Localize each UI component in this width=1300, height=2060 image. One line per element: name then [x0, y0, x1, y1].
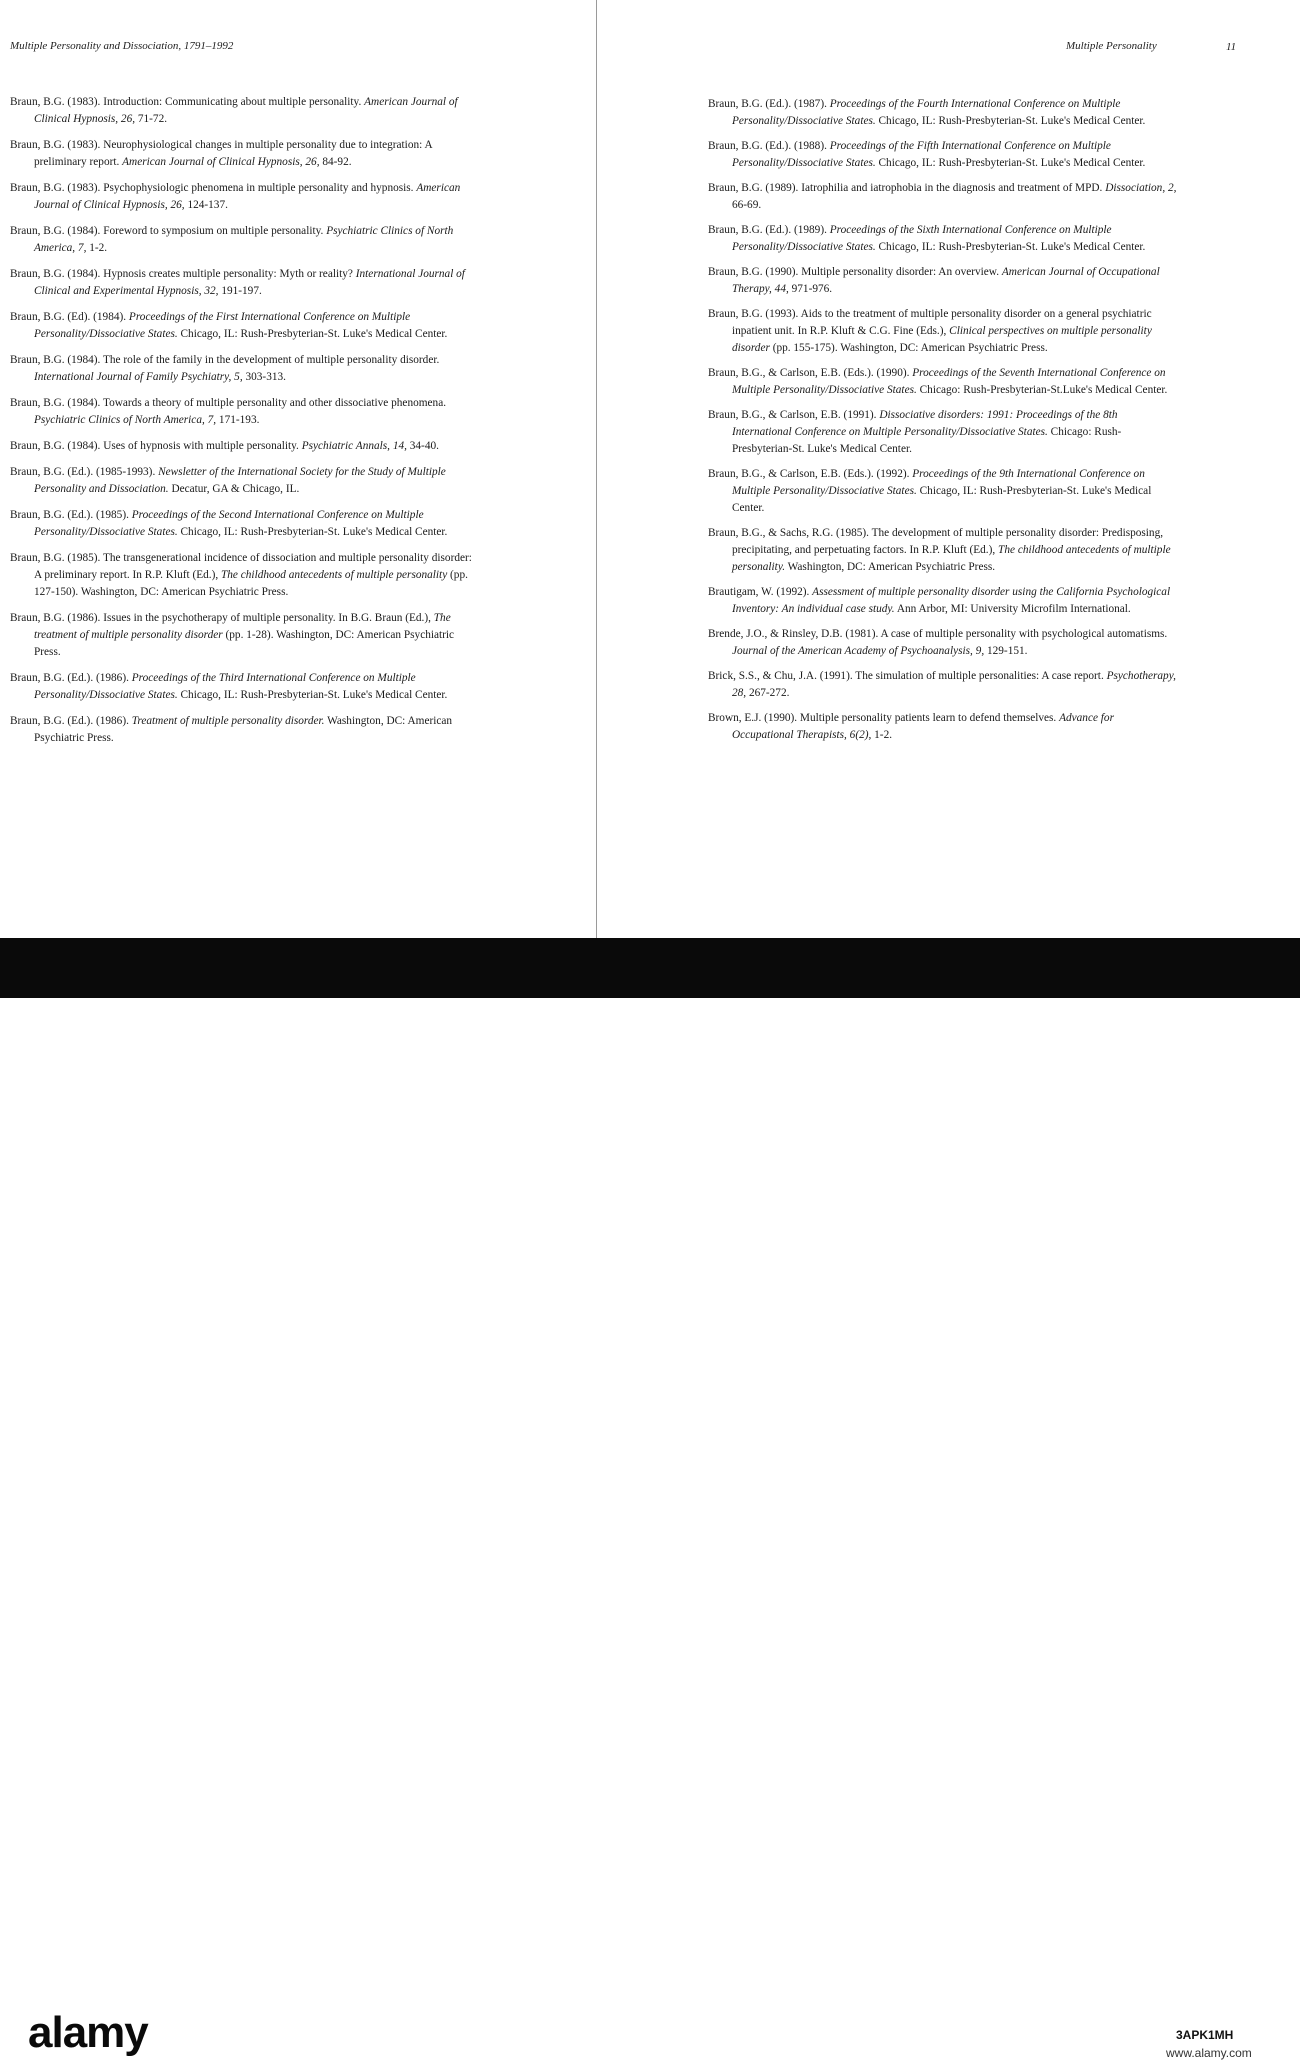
reference-entry: Braun, B.G. (Ed.). (1986). Treatment of multiple personality disorder. Washington, DC: American Psychiatric Press. — [10, 715, 453, 744]
reference-entry: Braun, B.G., & Carlson, E.B. (Eds.). (1992). Proceedings of the 9th International Conference on Multiple Personality/Dissociative States. Chicago, IL: Rush-Presbyterian-St. Luke's Medical Center. — [708, 468, 1152, 514]
reference-entry: Braun, B.G. (1983). Introduction: Communicating about multiple personality. American Journal of Clinical Hypnosis, 26, 71-72. — [10, 96, 458, 125]
reference-entry: Braun, B.G. (Ed.). (1987). Proceedings of the Fourth International Conference on Multiple Personality/Dissociative States. Chicago, IL: Rush-Presbyterian-St. Luke's Medical Center. — [708, 98, 1146, 127]
reference-entry: Braun, B.G. (Ed.). (1986). Proceedings of the Third International Conference on Multiple Personality/Dissociative States. Chicago, IL: Rush-Presbyterian-St. Luke's Medical Center. — [10, 672, 448, 701]
scan-border-band — [0, 938, 1300, 998]
reference-entry: Braun, B.G., & Carlson, E.B. (1991). Dissociative disorders: 1991: Proceedings of the 8th International Conference on Multiple Personality/Dissociative States. Chicago: Rush-Presbyterian-St. Luke's Medical Center. — [708, 409, 1122, 455]
reference-entry: Brick, S.S., & Chu, J.A. (1991). The simulation of multiple personalities: A case report. Psychotherapy, 28, 267-272. — [708, 670, 1176, 699]
reference-entry: Braun, B.G. (1984). The role of the family in the development of multiple personality disorder. International Journal of Family Psychiatry, 5, 303-313. — [10, 354, 440, 383]
reference-entry: Braun, B.G. (1984). Hypnosis creates multiple personality: Myth or reality? International Journal of Clinical and Experimental Hypnosis, 32, 191-197. — [10, 268, 465, 297]
reference-entry: Braun, B.G. (Ed.). (1985-1993). Newsletter of the International Society for the Study of Multiple Personality and Dissociation. Decatur, GA & Chicago, IL. — [10, 466, 446, 495]
reference-entry: Brende, J.O., & Rinsley, D.B. (1981). A case of multiple personality with psychological automatisms. Journal of the American Academy of Psychoanalysis, 9, 129-151. — [708, 628, 1168, 657]
reference-entry: Brown, E.J. (1990). Multiple personality patients learn to defend themselves. Advance for Occupational Therapists, 6(2), 1-2. — [708, 712, 1114, 741]
page-number: 11 — [1226, 41, 1237, 53]
reference-entry: Braun, B.G. (Ed.). (1989). Proceedings of the Sixth International Conference on Multiple Personality/Dissociative States. Chicago, IL: Rush-Presbyterian-St. Luke's Medical Center. — [708, 224, 1146, 253]
reference-entry: Braun, B.G. (Ed.). (1988). Proceedings of the Fifth International Conference on Multiple Personality/Dissociative States. Chicago, IL: Rush-Presbyterian-St. Luke's Medical Center. — [708, 140, 1146, 169]
reference-entry: Braun, B.G. (1984). Towards a theory of multiple personality and other dissociative phenomena. Psychiatric Clinics of North America, 7, 171-193. — [10, 397, 447, 426]
left-running-head: Multiple Personality and Dissociation, 1791–1992 — [10, 40, 234, 52]
reference-entry: Braun, B.G. (1986). Issues in the psychotherapy of multiple personality. In B.G. Braun (Ed.), The treatment of multiple personality disorder (pp. 1-28). Washington, DC: American Psychiatric Press. — [10, 612, 455, 658]
reference-entry: Braun, B.G. (1984). Foreword to symposium on multiple personality. Psychiatric Clinics of North America, 7, 1-2. — [10, 225, 454, 254]
reference-entry: Braun, B.G. (1990). Multiple personality disorder: An overview. American Journal of Occupational Therapy, 44, 971-976. — [708, 266, 1160, 295]
page-gutter — [596, 0, 597, 938]
reference-entry: Braun, B.G. (1993). Aids to the treatment of multiple personality disorder on a general psychiatric inpatient unit. In R.P. Kluft & C.G. Fine (Eds.), Clinical perspectives on multiple personality disorder (pp. 155-175). Washington, DC: American Psychiatric Press. — [708, 308, 1152, 354]
alamy-logo: alamy — [28, 2008, 148, 2057]
reference-entry: Brautigam, W. (1992). Assessment of multiple personality disorder using the California Psychological Inventory: An individual case study. Ann Arbor, MI: University Microfilm International. — [708, 586, 1171, 615]
right-reference-list — [708, 96, 1178, 752]
reference-entry: Braun, B.G., & Sachs, R.G. (1985). The development of multiple personality disorder: Predisposing, precipitating, and perpetuating factors. In R.P. Kluft (Ed.), The childhood antecedents of multiple personality. Washington, DC: American Psychiatric Press. — [708, 527, 1171, 573]
reference-entry: Braun, B.G. (1983). Psychophysiologic phenomena in multiple personality and hypnosis. American Journal of Clinical Hypnosis, 26, 124-137. — [10, 182, 461, 211]
reference-entry: Braun, B.G. (1989). Iatrophilia and iatrophobia in the diagnosis and treatment of MPD. Dissociation, 2, 66-69. — [708, 182, 1177, 211]
reference-entry: Braun, B.G. (Ed). (1984). Proceedings of the First International Conference on Multiple Personality/Dissociative States. Chicago, IL: Rush-Presbyterian-St. Luke's Medical Center. — [10, 311, 448, 340]
right-running-head: Multiple Personality — [1066, 40, 1157, 52]
book-spread — [0, 0, 1300, 938]
left-reference-list — [10, 94, 480, 756]
reference-entry: Braun, B.G. (1984). Uses of hypnosis with multiple personality. Psychiatric Annals, 14, 34-40. — [10, 440, 439, 452]
stock-watermark-bar — [0, 998, 1300, 2060]
image-id: 3APK1MH — [1176, 2028, 1234, 2042]
reference-entry: Braun, B.G. (1983). Neurophysiological changes in multiple personality due to integration: A preliminary report. American Journal of Clinical Hypnosis, 26, 84-92. — [10, 139, 432, 168]
reference-entry: Braun, B.G., & Carlson, E.B. (Eds.). (1990). Proceedings of the Seventh International Conference on Multiple Personality/Dissociative States. Chicago: Rush-Presbyterian-St.Luke's Medical Center. — [708, 367, 1168, 396]
reference-entry: Braun, B.G. (1985). The transgenerational incidence of dissociation and multiple personality disorder: A preliminary report. In R.P. Kluft (Ed.), The childhood antecedents of multiple personality (pp. 127-150). Washington, DC: American Psychiatric Press. — [10, 552, 472, 598]
site-url: www.alamy.com — [1166, 2046, 1252, 2060]
reference-entry: Braun, B.G. (Ed.). (1985). Proceedings of the Second International Conference on Multiple Personality/Dissociative States. Chicago, IL: Rush-Presbyterian-St. Luke's Medical Center. — [10, 509, 448, 538]
